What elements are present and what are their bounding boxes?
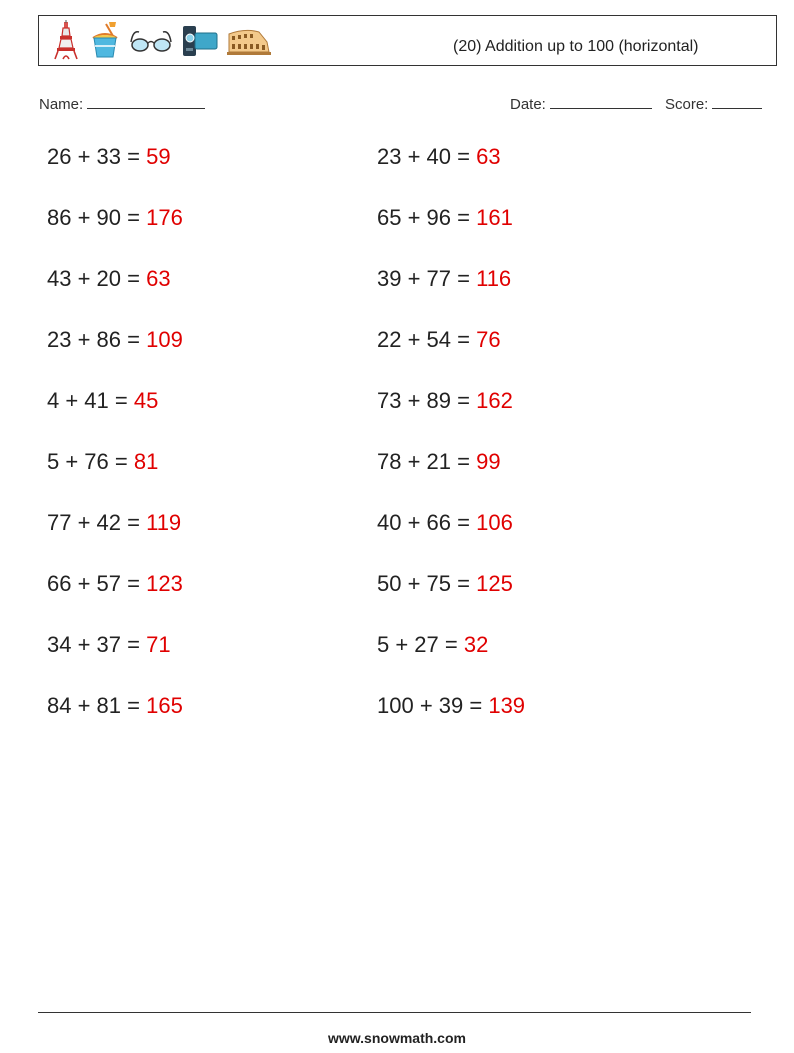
worksheet-title: (20) Addition up to 100 (horizontal): [453, 38, 699, 55]
worksheet-header: [38, 15, 777, 66]
problem-item: [377, 632, 488, 658]
footer-website: www.snowmath.com: [328, 1030, 466, 1046]
problem-item: [47, 449, 158, 475]
colosseum-icon: [227, 20, 271, 65]
problem-item: [377, 510, 513, 536]
problem-answer: 63: [146, 266, 171, 291]
problem-expression: 5 + 27 =: [377, 632, 464, 657]
problem-expression: 73 + 89 =: [377, 388, 477, 413]
problem-expression: 26 + 33 =: [47, 144, 147, 169]
problem-answer: 106: [476, 510, 513, 535]
problem-row: [47, 449, 747, 510]
problem-item: [47, 266, 171, 292]
name-field: [39, 94, 205, 113]
problem-expression: 65 + 96 =: [377, 205, 477, 230]
problem-item: [377, 327, 501, 353]
problem-expression: 86 + 90 =: [47, 205, 147, 230]
problem-expression: 22 + 54 =: [377, 327, 477, 352]
problem-answer: 161: [476, 205, 513, 230]
problem-row: [47, 327, 747, 388]
problem-item: [47, 327, 183, 353]
problem-expression: 23 + 86 =: [47, 327, 147, 352]
problem-row: [47, 571, 747, 632]
problem-item: [47, 144, 171, 170]
name-blank-line: [87, 94, 205, 109]
problem-row: [47, 693, 747, 754]
problem-expression: 5 + 76 =: [47, 449, 134, 474]
problem-row: [47, 266, 747, 327]
problem-row: [47, 632, 747, 693]
problem-item: [47, 632, 171, 658]
problem-expression: 39 + 77 =: [377, 266, 477, 291]
problem-expression: 78 + 21 =: [377, 449, 477, 474]
date-field: [510, 94, 652, 113]
problem-expression: 4 + 41 =: [47, 388, 134, 413]
problem-answer: 139: [488, 693, 526, 718]
date-blank-line: [550, 94, 652, 109]
problem-answer: 59: [146, 144, 171, 169]
sand-bucket-icon: [89, 20, 121, 65]
problem-answer: 109: [146, 327, 183, 352]
problem-expression: 66 + 57 =: [47, 571, 147, 596]
problem-grid: [47, 144, 747, 754]
problem-row: [47, 144, 747, 205]
date-label: Date:: [510, 96, 546, 113]
problem-expression: 100 + 39 =: [377, 693, 489, 718]
problem-expression: 34 + 37 =: [47, 632, 147, 657]
problem-item: [377, 693, 525, 719]
problem-answer: 162: [476, 388, 513, 413]
problem-answer: 176: [146, 205, 183, 230]
problem-answer: 63: [476, 144, 501, 169]
name-label: Name:: [39, 96, 84, 113]
problem-expression: 84 + 81 =: [47, 693, 147, 718]
problem-item: [377, 388, 513, 414]
problem-expression: 43 + 20 =: [47, 266, 147, 291]
problem-item: [47, 205, 183, 231]
problem-item: [377, 266, 511, 292]
problem-item: [47, 571, 183, 597]
problem-expression: 77 + 42 =: [47, 510, 147, 535]
problem-row: [47, 510, 747, 571]
problem-answer: 123: [146, 571, 183, 596]
problem-item: [47, 510, 181, 536]
problem-answer: 76: [476, 327, 501, 352]
problem-item: [377, 205, 513, 231]
problem-expression: 23 + 40 =: [377, 144, 477, 169]
problem-item: [377, 144, 501, 170]
eiffel-tower-icon: [51, 20, 81, 65]
problem-answer: 81: [133, 449, 159, 474]
problem-answer: 165: [146, 693, 183, 718]
problem-row: [47, 205, 747, 266]
problem-answer: 45: [133, 388, 159, 413]
problem-item: [47, 693, 183, 719]
score-label: Score:: [665, 96, 709, 113]
problem-answer: 32: [463, 632, 489, 657]
problem-answer: 125: [476, 571, 513, 596]
problem-answer: 116: [476, 266, 512, 291]
problem-expression: 40 + 66 =: [377, 510, 477, 535]
camcorder-icon: [181, 20, 219, 65]
sunglasses-icon: [129, 20, 173, 65]
problem-item: [377, 571, 513, 597]
problem-answer: 99: [476, 449, 501, 474]
problem-row: [47, 388, 747, 449]
problem-answer: 119: [146, 510, 182, 535]
problem-expression: 50 + 75 =: [377, 571, 477, 596]
problem-item: [377, 449, 501, 475]
problem-item: [47, 388, 158, 414]
footer-divider: [38, 1012, 751, 1013]
header-icons: [51, 22, 271, 62]
problem-answer: 71: [146, 632, 171, 657]
score-blank-line: [712, 94, 762, 109]
score-field: [665, 94, 762, 113]
